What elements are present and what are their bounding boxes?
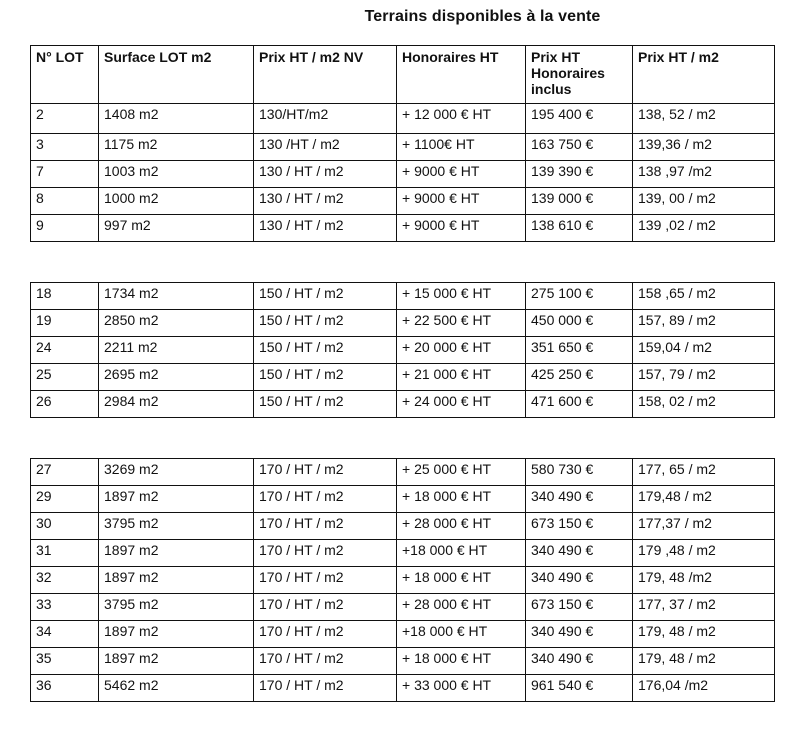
cell-surface: 3795 m2 <box>99 594 254 621</box>
header-fees: Honoraires HT <box>397 46 526 104</box>
cell-price-per-m2: 176,04 /m2 <box>633 675 775 702</box>
cell-surface: 1000 m2 <box>99 188 254 215</box>
cell-price-fees-included: 139 390 € <box>526 161 633 188</box>
cell-price-fees-included: 340 490 € <box>526 567 633 594</box>
table-row <box>31 215 775 242</box>
cell-surface: 1897 m2 <box>99 486 254 513</box>
table-row <box>31 188 775 215</box>
cell-lot-number: 33 <box>31 594 99 621</box>
cell-price-per-m2-nv: 150 / HT / m2 <box>254 337 397 364</box>
table-row <box>31 567 775 594</box>
cell-price-per-m2: 138 ,97 /m2 <box>633 161 775 188</box>
header-surface: Surface LOT m2 <box>99 46 254 104</box>
table-row <box>31 594 775 621</box>
cell-price-per-m2: 179,48 / m2 <box>633 486 775 513</box>
cell-fees: +18 000 € HT <box>397 621 526 648</box>
table-row <box>31 540 775 567</box>
table-row <box>31 486 775 513</box>
cell-price-per-m2: 138, 52 / m2 <box>633 104 775 134</box>
cell-lot-number: 29 <box>31 486 99 513</box>
table-row <box>31 134 775 161</box>
cell-price-per-m2: 179, 48 / m2 <box>633 621 775 648</box>
cell-price-fees-included: 580 730 € <box>526 459 633 486</box>
cell-price-per-m2: 158, 02 / m2 <box>633 391 775 418</box>
cell-price-per-m2-nv: 170 / HT / m2 <box>254 594 397 621</box>
table-row <box>31 621 775 648</box>
cell-lot-number: 30 <box>31 513 99 540</box>
cell-fees: +18 000 € HT <box>397 540 526 567</box>
table-header-row <box>31 46 775 104</box>
cell-price-fees-included: 340 490 € <box>526 486 633 513</box>
cell-price-fees-included: 138 610 € <box>526 215 633 242</box>
cell-fees: + 20 000 € HT <box>397 337 526 364</box>
cell-price-per-m2: 139 ,02 / m2 <box>633 215 775 242</box>
cell-surface: 1897 m2 <box>99 540 254 567</box>
cell-price-per-m2: 177, 65 / m2 <box>633 459 775 486</box>
cell-fees: + 9000 € HT <box>397 215 526 242</box>
cell-price-per-m2-nv: 170 / HT / m2 <box>254 648 397 675</box>
cell-fees: + 12 000 € HT <box>397 104 526 134</box>
cell-price-fees-included: 351 650 € <box>526 337 633 364</box>
cell-price-per-m2-nv: 170 / HT / m2 <box>254 459 397 486</box>
cell-lot-number: 24 <box>31 337 99 364</box>
cell-surface: 1897 m2 <box>99 648 254 675</box>
cell-price-per-m2: 177,37 / m2 <box>633 513 775 540</box>
table-row <box>31 513 775 540</box>
cell-lot-number: 32 <box>31 567 99 594</box>
cell-price-per-m2: 179 ,48 / m2 <box>633 540 775 567</box>
cell-surface: 1897 m2 <box>99 621 254 648</box>
cell-price-per-m2-nv: 170 / HT / m2 <box>254 567 397 594</box>
cell-price-per-m2: 179, 48 /m2 <box>633 567 775 594</box>
cell-price-per-m2-nv: 150 / HT / m2 <box>254 391 397 418</box>
cell-price-fees-included: 673 150 € <box>526 594 633 621</box>
cell-price-fees-included: 275 100 € <box>526 283 633 310</box>
cell-price-per-m2-nv: 150 / HT / m2 <box>254 364 397 391</box>
cell-price-per-m2-nv: 130 / HT / m2 <box>254 161 397 188</box>
cell-price-per-m2: 139,36 / m2 <box>633 134 775 161</box>
cell-price-fees-included: 340 490 € <box>526 648 633 675</box>
cell-surface: 1734 m2 <box>99 283 254 310</box>
cell-fees: + 15 000 € HT <box>397 283 526 310</box>
cell-price-per-m2: 157, 79 / m2 <box>633 364 775 391</box>
cell-lot-number: 7 <box>31 161 99 188</box>
cell-fees: + 25 000 € HT <box>397 459 526 486</box>
cell-price-per-m2-nv: 170 / HT / m2 <box>254 513 397 540</box>
cell-price-fees-included: 163 750 € <box>526 134 633 161</box>
header-lot-number: N° LOT <box>31 46 99 104</box>
cell-lot-number: 34 <box>31 621 99 648</box>
cell-price-per-m2-nv: 130 / HT / m2 <box>254 188 397 215</box>
cell-price-per-m2-nv: 150 / HT / m2 <box>254 283 397 310</box>
table-row <box>31 648 775 675</box>
cell-lot-number: 26 <box>31 391 99 418</box>
table-row <box>31 283 775 310</box>
table-row <box>31 391 775 418</box>
header-price-per-m2-nv: Prix HT / m2 NV <box>254 46 397 104</box>
cell-fees: + 9000 € HT <box>397 188 526 215</box>
cell-price-per-m2-nv: 170 / HT / m2 <box>254 675 397 702</box>
cell-price-per-m2: 179, 48 / m2 <box>633 648 775 675</box>
cell-lot-number: 3 <box>31 134 99 161</box>
cell-lot-number: 18 <box>31 283 99 310</box>
header-price-fees-included: Prix HT Honoraires inclus <box>526 46 633 104</box>
cell-fees: + 18 000 € HT <box>397 567 526 594</box>
cell-surface: 997 m2 <box>99 215 254 242</box>
cell-fees: + 9000 € HT <box>397 161 526 188</box>
cell-surface: 3269 m2 <box>99 459 254 486</box>
cell-lot-number: 8 <box>31 188 99 215</box>
cell-surface: 2695 m2 <box>99 364 254 391</box>
cell-price-per-m2: 177, 37 / m2 <box>633 594 775 621</box>
cell-price-fees-included: 195 400 € <box>526 104 633 134</box>
table-row <box>31 310 775 337</box>
cell-price-fees-included: 340 490 € <box>526 621 633 648</box>
cell-price-per-m2-nv: 130 /HT / m2 <box>254 134 397 161</box>
table-row <box>31 675 775 702</box>
header-price-per-m2: Prix HT / m2 <box>633 46 775 104</box>
cell-price-per-m2-nv: 170 / HT / m2 <box>254 486 397 513</box>
cell-lot-number: 31 <box>31 540 99 567</box>
cell-surface: 1408 m2 <box>99 104 254 134</box>
cell-lot-number: 19 <box>31 310 99 337</box>
cell-surface: 5462 m2 <box>99 675 254 702</box>
cell-price-fees-included: 450 000 € <box>526 310 633 337</box>
cell-lot-number: 9 <box>31 215 99 242</box>
cell-price-fees-included: 961 540 € <box>526 675 633 702</box>
cell-price-per-m2-nv: 150 / HT / m2 <box>254 310 397 337</box>
cell-price-per-m2: 158 ,65 / m2 <box>633 283 775 310</box>
cell-surface: 2984 m2 <box>99 391 254 418</box>
cell-price-per-m2: 139, 00 / m2 <box>633 188 775 215</box>
document-title: Terrains disponibles à la vente <box>364 8 601 25</box>
lots-table-2 <box>30 282 775 418</box>
cell-fees: + 21 000 € HT <box>397 364 526 391</box>
cell-fees: + 18 000 € HT <box>397 648 526 675</box>
cell-lot-number: 25 <box>31 364 99 391</box>
cell-fees: + 28 000 € HT <box>397 594 526 621</box>
cell-surface: 1897 m2 <box>99 567 254 594</box>
cell-surface: 1175 m2 <box>99 134 254 161</box>
table-row <box>31 337 775 364</box>
cell-lot-number: 27 <box>31 459 99 486</box>
cell-lot-number: 2 <box>31 104 99 134</box>
cell-price-per-m2-nv: 170 / HT / m2 <box>254 621 397 648</box>
cell-fees: + 33 000 € HT <box>397 675 526 702</box>
cell-price-per-m2-nv: 170 / HT / m2 <box>254 540 397 567</box>
cell-price-fees-included: 139 000 € <box>526 188 633 215</box>
cell-fees: + 28 000 € HT <box>397 513 526 540</box>
cell-price-fees-included: 471 600 € <box>526 391 633 418</box>
cell-fees: + 22 500 € HT <box>397 310 526 337</box>
cell-price-fees-included: 673 150 € <box>526 513 633 540</box>
cell-price-per-m2-nv: 130/HT/m2 <box>254 104 397 134</box>
table-row <box>31 459 775 486</box>
table-row <box>31 161 775 188</box>
lots-table-1 <box>30 45 775 242</box>
cell-price-fees-included: 425 250 € <box>526 364 633 391</box>
cell-lot-number: 35 <box>31 648 99 675</box>
cell-surface: 1003 m2 <box>99 161 254 188</box>
cell-fees: + 18 000 € HT <box>397 486 526 513</box>
cell-price-per-m2: 159,04 / m2 <box>633 337 775 364</box>
table-row <box>31 364 775 391</box>
cell-fees: + 24 000 € HT <box>397 391 526 418</box>
table-row <box>31 104 775 134</box>
cell-price-per-m2-nv: 130 / HT / m2 <box>254 215 397 242</box>
cell-lot-number: 36 <box>31 675 99 702</box>
cell-surface: 3795 m2 <box>99 513 254 540</box>
lots-table-3 <box>30 458 775 702</box>
cell-price-fees-included: 340 490 € <box>526 540 633 567</box>
cell-fees: + 1100€ HT <box>397 134 526 161</box>
cell-surface: 2211 m2 <box>99 337 254 364</box>
cell-price-per-m2: 157, 89 / m2 <box>633 310 775 337</box>
cell-surface: 2850 m2 <box>99 310 254 337</box>
